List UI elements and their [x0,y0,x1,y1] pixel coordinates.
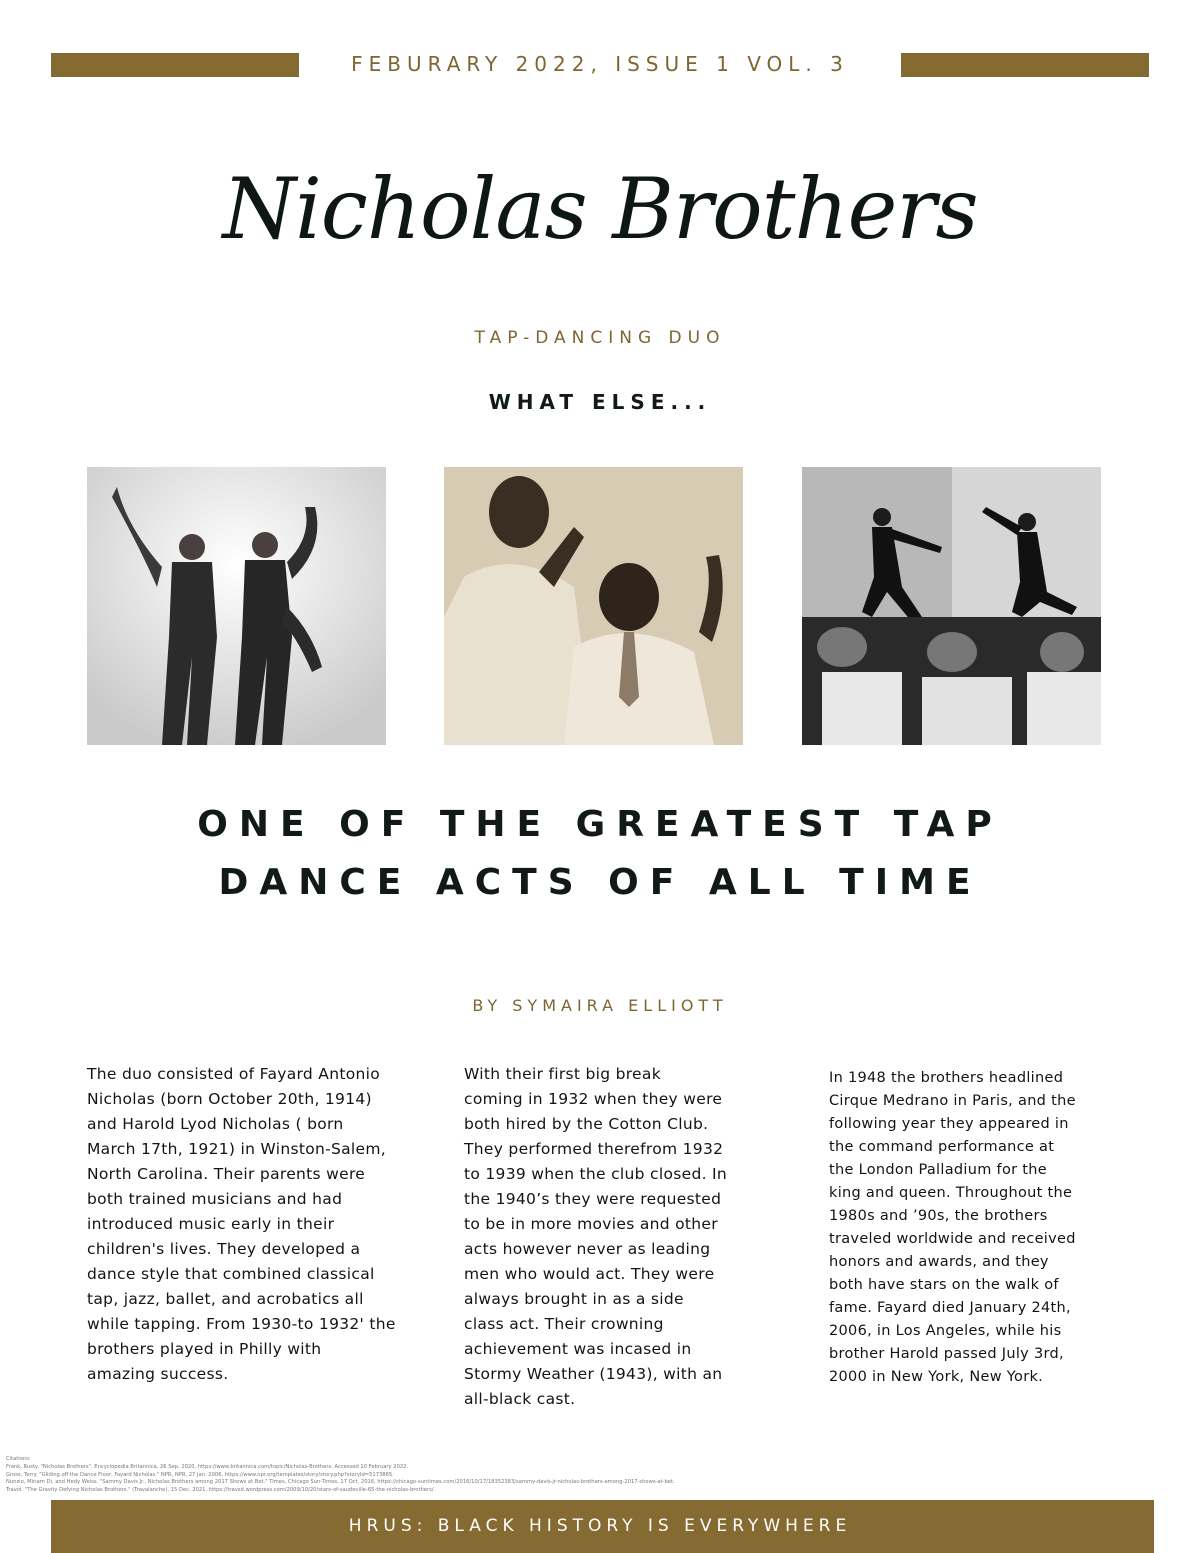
article-column-2 [464,1062,784,1412]
headline-line-1: ONE OF THE GREATEST TAP [197,804,1003,845]
footer-text: HRUS: BLACK HISTORY IS EVERYWHERE [348,1516,852,1536]
line: achievement was incased in [464,1340,692,1358]
line: to be in more movies and other [464,1215,718,1233]
citation-line: Nunzio, Miriam Di, and Hedy Weiss. "Sammy Davis Jr., Nicholas Brothers among 2017 Shows at Bet." Times, Chicago Sun-Times, 17 Oct. 2016, https://chicago-suntimes.com/2016/10/17/18352383/sammy-davis-jr-nicholas-brothers-among-2017-shows-at-bet. [6,1479,675,1486]
line: brother Harold passed July 3rd, [829,1346,1064,1362]
line: March 17th, 1921) in Winston-Salem, [87,1140,387,1158]
dancing-duo-photo-2 [444,467,743,745]
article-column-1 [87,1062,437,1387]
line: traveled worldwide and received [829,1231,1076,1247]
line: introduced music early in their [87,1215,335,1233]
line: tap, jazz, ballet, and acrobatics all [87,1290,364,1308]
headline [0,796,1200,912]
line: the 1940’s they were requested [464,1190,722,1208]
line: 2006, in Los Angeles, while his [829,1323,1062,1339]
line: both hired by the Cotton Club. [464,1115,709,1133]
headline-line-2: DANCE ACTS OF ALL TIME [218,862,982,903]
line: while tapping. From 1930-to 1932' the [87,1315,396,1333]
issue-line: FEBURARY 2022, ISSUE 1 VOL. 3 [351,52,849,76]
citation-line: Citations: [6,1456,31,1462]
line: Nicholas (born October 20th, 1914) [87,1090,372,1108]
line: The duo consisted of Fayard Antonio [87,1065,380,1083]
dancing-duo-photo-1 [87,467,386,745]
line: coming in 1932 when they were [464,1090,723,1108]
section-label: WHAT ELSE... [488,390,712,414]
line: They performed therefrom 1932 [464,1140,724,1158]
page-title: Nicholas Brothers [222,160,978,258]
line: With their first big break [464,1065,661,1083]
line: both trained musicians and had [87,1190,343,1208]
line: the London Palladium for the [829,1162,1047,1178]
line: Cirque Medrano in Paris, and the [829,1093,1076,1109]
line: fame. Fayard died January 24th, [829,1300,1071,1316]
line: class act. Their crowning [464,1315,664,1333]
citation-line: Travid. "The Gravity Defying Nicholas Brothers." (Travalanche), 15 Dec. 2021, https://travsd.wordpress.com/2009/10/20/stars-of-vaudeville-65-the-nicholas-brothers/. [6,1487,436,1494]
line: men who would act. They were [464,1265,715,1283]
line: honors and awards, and they [829,1254,1049,1270]
line: and Harold Lyod Nicholas ( born [87,1115,344,1133]
citation-line: Gross, Terry. "Gliding off the Dance Floor: Fayard Nicholas." NPR, NPR, 27 Jan. 2006, https://www.npr.org/templates/story/story.php?storyId=5173865. [6,1471,394,1478]
line: all-black cast. [464,1390,576,1408]
dancing-duo-photo-3 [802,467,1101,745]
line: acts however never as leading [464,1240,711,1258]
line: dance style that combined classical [87,1265,375,1283]
byline: BY SYMAIRA ELLIOTT [472,996,728,1015]
line: king and queen. Throughout the [829,1185,1073,1201]
line: children's lives. They developed a [87,1240,361,1258]
line: 1980s and ’90s, the brothers [829,1208,1048,1224]
article-column-3 [829,1067,1149,1389]
line: Stormy Weather (1943), with an [464,1365,723,1383]
line: the command performance at [829,1139,1055,1155]
citations [6,1456,706,1495]
line: amazing success. [87,1365,229,1383]
citation-line: Frank, Rusty. "Nicholas Brothers". Encyclopedia Britannica, 26 Sep. 2020, https://www.britannica.com/topic/Nicholas-Brothers. Accessed 10 February 2022. [6,1463,409,1470]
line: 2000 in New York, New York. [829,1369,1044,1385]
kicker: TAP-DANCING DUO [474,328,726,348]
line: always brought in as a side [464,1290,684,1308]
line: In 1948 the brothers headlined [829,1070,1064,1086]
line: following year they appeared in [829,1116,1069,1132]
line: North Carolina. Their parents were [87,1165,366,1183]
line: brothers played in Philly with [87,1340,322,1358]
line: to 1939 when the club closed. In [464,1165,728,1183]
line: both have stars on the walk of [829,1277,1059,1293]
